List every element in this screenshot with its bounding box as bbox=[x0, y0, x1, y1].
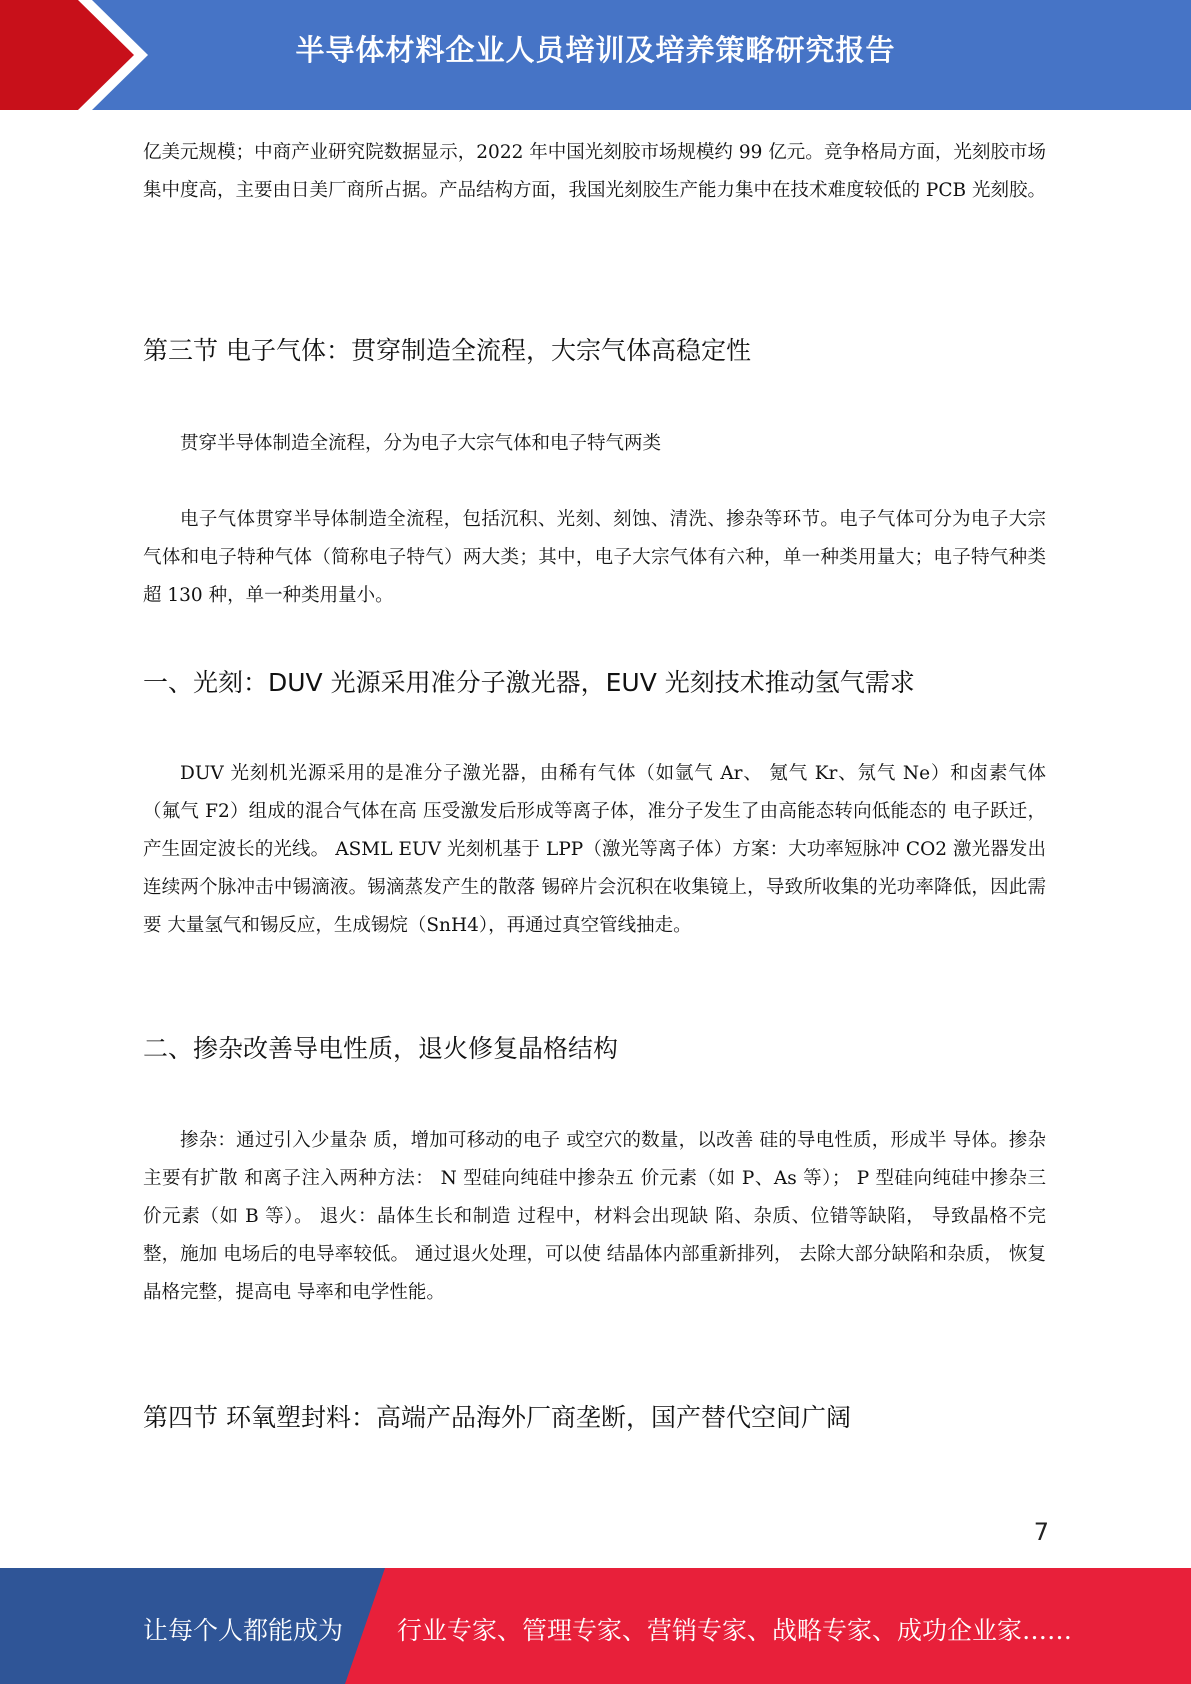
footer-slogan-right: 行业专家、管理专家、营销专家、战略专家、成功企业家…… bbox=[397, 1616, 1073, 1645]
page-number: 7 bbox=[1033, 1518, 1049, 1546]
footer-slogan-left: 让每个人都能成为 bbox=[143, 1616, 344, 1645]
report-title: 半导体材料企业人员培训及培养策略研究报告 bbox=[295, 33, 896, 67]
paragraph-lithography: DUV 光刻机光源采用的是准分子激光器，由稀有气体（如氩气 Ar、 氪气 Kr、氖气 Ne）和卤素气体（氟气 F2）组成的混合气体在高 压受激发后形成等离子体，准分子发生了由高能态转向低能态的 电子跃迁，产生固定波长的光线。 ASML EUV 光刻机基于 LPP（激光等离子体）方案：大功率短脉冲 CO2 激光器发出连续两个脉冲击中锡滴液。锡滴蒸发产生的散落 锡碎片会沉积在收集镜上，导致所收集的光功率降低，因此需要 大量氢气和锡反应，生成锡烷（SnH4），再通过真空管线抽走。 bbox=[143, 763, 1046, 936]
paragraph-gas-summary: 贯穿半导体制造全流程，分为电子大宗气体和电子特气两类 bbox=[180, 433, 662, 454]
header-banner bbox=[0, 0, 1191, 110]
subsection-lithography-title: 一、光刻：DUV 光源采用准分子激光器，EUV 光刻技术推动氢气需求 bbox=[143, 668, 915, 697]
paragraph-electronic-gas: 电子气体贯穿半导体制造全流程，包括沉积、光刻、刻蚀、清洗、掺杂等环节。电子气体可分为电子大宗气体和电子特种气体（简称电子特气）两大类；其中，电子大宗气体有六种，单一种类用量大；电子特气种类超 130 种，单一种类用量小。 bbox=[143, 509, 1046, 606]
paragraph-doping-annealing: 掺杂：通过引入少量杂 质，增加可移动的电子 或空穴的数量，以改善 硅的导电性质，形成半 导体。掺杂主要有扩散 和离子注入两种方法： N 型硅向纯硅中掺杂五 价元素（如 P、As 等）； P 型硅向纯硅中掺杂三 价元素（如 B 等）。 退火：晶体生长和制造 过程中，材料会出现缺 陷、杂质、位错等缺陷， 导致晶格不完整，施加 电场后的电导率较低。 通过退火处理，可以使 结晶体内部重新排列， 去除大部分缺陷和杂质， 恢复晶格完整，提高电 导率和电学性能。 bbox=[143, 1130, 1046, 1303]
section-4-title: 第四节 环氧塑封料：高端产品海外厂商垄断，国产替代空间广阔 bbox=[143, 1403, 851, 1432]
section-3-title: 第三节 电子气体：贯穿制造全流程，大宗气体高稳定性 bbox=[143, 336, 751, 365]
subsection-doping-title: 二、掺杂改善导电性质，退火修复晶格结构 bbox=[143, 1034, 619, 1063]
paragraph-photoresist-market: 亿美元规模；中商产业研究院数据显示，2022 年中国光刻胶市场规模约 99 亿元。竞争格局方面，光刻胶市场集中度高，主要由日美厂商所占据。产品结构方面，我国光刻胶生产能力集中在技术难度较低的 PCB 光刻胶。 bbox=[143, 142, 1046, 201]
footer-banner bbox=[0, 1568, 1191, 1684]
